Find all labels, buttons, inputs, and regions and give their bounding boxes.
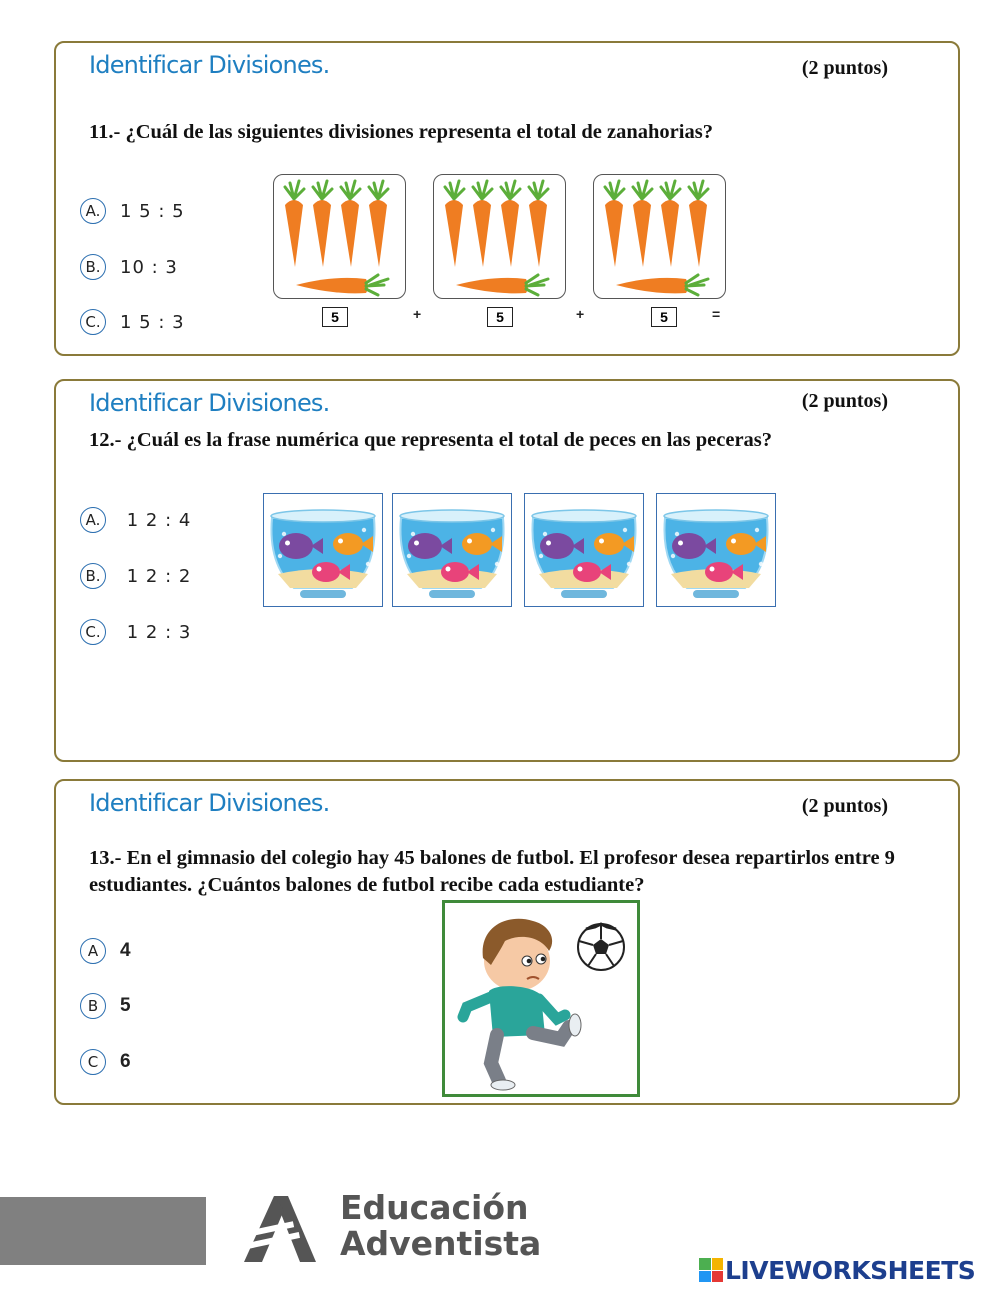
option-b[interactable] — [80, 561, 191, 591]
option-a[interactable] — [80, 505, 191, 535]
carrot-icon — [274, 175, 404, 297]
carrot — [473, 181, 492, 267]
question-text: 11.- ¿Cuál de las siguientes divisiones representa el total de zanahorias? — [89, 121, 713, 143]
count-box: 5 — [487, 307, 513, 327]
points-label: (2 puntos) — [801, 57, 888, 79]
player-illustration — [442, 900, 640, 1097]
carrot-group-1 — [273, 174, 406, 299]
option-letter: A — [80, 938, 106, 964]
fishbowl-icon — [264, 494, 382, 606]
liveworksheets-logo-icon — [699, 1258, 723, 1282]
boy-kicking-ball-icon — [445, 903, 637, 1094]
carrot — [445, 181, 464, 267]
option-text: 1 2 : 4 — [120, 509, 192, 531]
fishbowl-icon — [657, 494, 775, 606]
carrot-lying — [456, 275, 548, 295]
option-a[interactable] — [80, 196, 185, 226]
soccer-ball-icon — [578, 924, 624, 970]
operator: + — [576, 306, 585, 322]
carrot — [661, 181, 680, 267]
fishbowl-4 — [656, 493, 776, 607]
option-c[interactable] — [80, 1047, 131, 1077]
option-a[interactable] — [80, 936, 131, 966]
option-letter: B — [80, 993, 106, 1019]
carrot — [605, 181, 624, 267]
option-b[interactable] — [80, 252, 178, 282]
option-letter: C. — [80, 619, 106, 645]
carrot — [313, 181, 332, 267]
watermark-text: LIVEWORKSHEETS — [725, 1255, 976, 1285]
footer-gray-bar — [0, 1197, 206, 1265]
question-text: 13.- En el gimnasio del colegio hay 45 balones de futbol. El profesor desea repartirlos entre 9 estudiantes. ¿Cuántos balones de futbol recibe cada estudiante? — [89, 847, 895, 896]
section-heading: Identificar Divisiones. — [89, 789, 330, 817]
carrot-icon — [434, 175, 564, 297]
option-text: 4 — [120, 940, 131, 961]
carrot-group-2 — [433, 174, 566, 299]
brand-line-1: Educación — [340, 1188, 529, 1227]
carrot-lying — [616, 275, 708, 295]
points-label: (2 puntos) — [801, 390, 888, 412]
option-letter: A. — [80, 507, 106, 533]
carrot-icon — [594, 175, 724, 297]
option-letter: A. — [80, 198, 106, 224]
carrot — [529, 181, 548, 267]
option-text: 1 2 : 2 — [120, 565, 192, 587]
carrot-lying — [296, 275, 388, 295]
brand-line-2: Adventista — [340, 1224, 542, 1263]
option-letter: B. — [80, 254, 106, 280]
question-card-11 — [54, 41, 960, 356]
option-text: 1 5 : 5 — [120, 200, 185, 222]
option-c[interactable] — [80, 617, 191, 647]
option-letter: C — [80, 1049, 106, 1075]
option-letter: C. — [80, 309, 106, 335]
operator: + — [413, 306, 422, 322]
carrot — [341, 181, 360, 267]
option-text: 1 5 : 3 — [120, 311, 185, 333]
section-heading: Identificar Divisiones. — [89, 389, 330, 417]
liveworksheets-watermark — [699, 1255, 975, 1285]
option-b[interactable] — [80, 991, 131, 1021]
operator: = — [712, 306, 721, 322]
educacion-adventista-logo-icon — [244, 1196, 316, 1262]
question-card-13 — [54, 779, 960, 1105]
question-card-12 — [54, 379, 960, 762]
option-text: 6 — [120, 1051, 131, 1072]
section-heading: Identificar Divisiones. — [89, 51, 330, 79]
fishbowl-icon — [525, 494, 643, 606]
carrot — [501, 181, 520, 267]
count-box: 5 — [322, 307, 348, 327]
option-c[interactable] — [80, 307, 185, 337]
carrot — [633, 181, 652, 267]
option-letter: B. — [80, 563, 106, 589]
fishbowl-icon — [393, 494, 511, 606]
carrot — [285, 181, 304, 267]
points-label: (2 puntos) — [801, 795, 888, 817]
boy-figure — [463, 919, 581, 1090]
option-text: 1 2 : 3 — [120, 621, 192, 643]
carrot — [369, 181, 388, 267]
carrot-group-3 — [593, 174, 726, 299]
option-text: 10 : 3 — [120, 256, 178, 278]
count-box: 5 — [651, 307, 677, 327]
option-text: 5 — [120, 995, 131, 1016]
fishbowl-3 — [524, 493, 644, 607]
carrot — [689, 181, 708, 267]
fishbowl-2 — [392, 493, 512, 607]
question-text: 12.- ¿Cuál es la frase numérica que representa el total de peces en las peceras? — [89, 429, 773, 451]
brand-name — [340, 1190, 541, 1262]
fishbowl-1 — [263, 493, 383, 607]
